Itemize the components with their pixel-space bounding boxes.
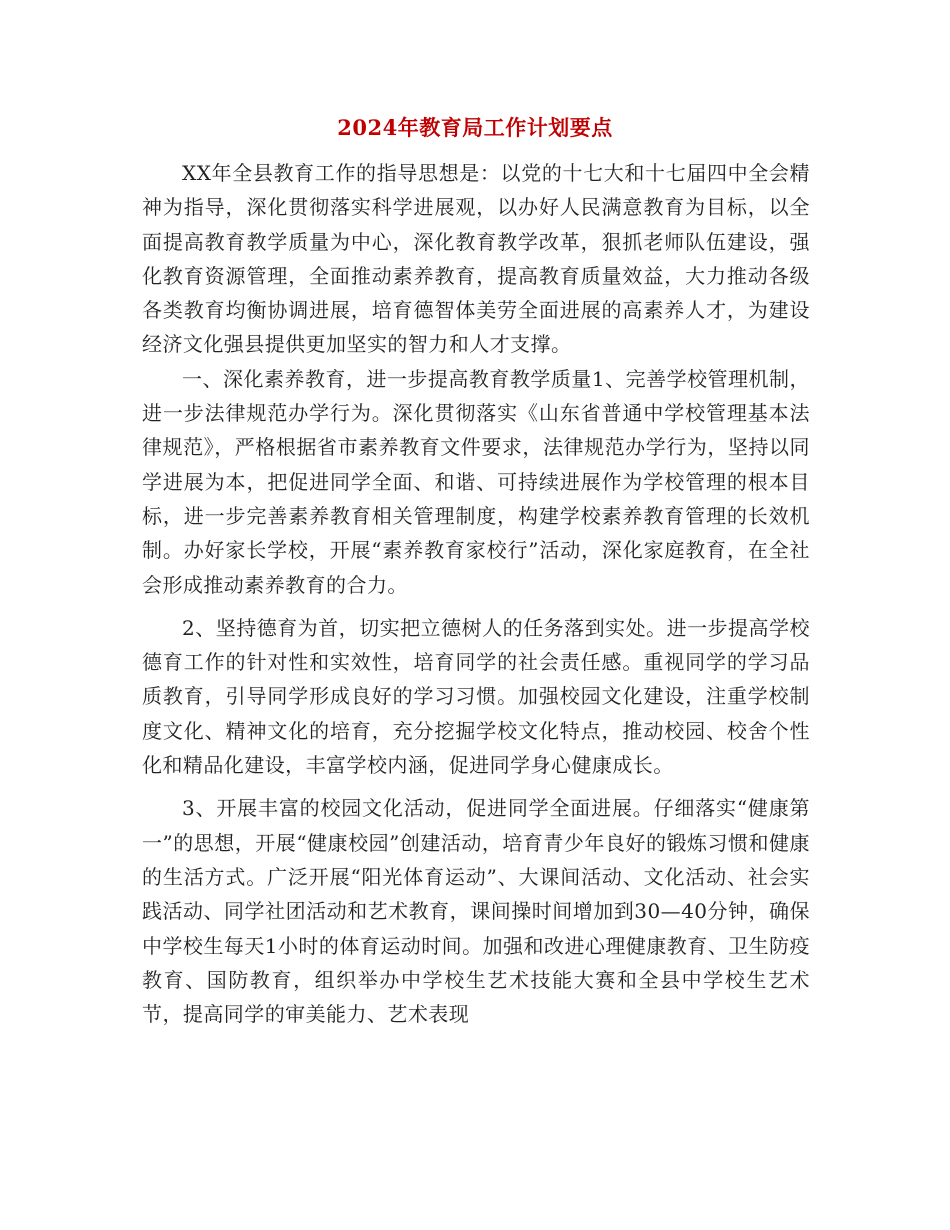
paragraph-quality-education: 一、深化素养教育，进一步提高教育教学质量1、完善学校管理机制，进一步法律规范办学行为。深化贯彻落实《山东省普通中学校管理基本法律规范》，严格根据省市素养教育文件要求，法律规范办学行为，坚持以同学进展为本，把促进同学全面、和谐、可持续进展作为学校管理的根本目标，进一步完善素养教育相关管理制度，构建学校素养教育管理的长效机制。办好家长学校，开展“素养教育家校行”活动，深化家庭教育，在全社会形成推动素养教育的合力。 (142, 366, 810, 597)
paragraph-moral-education: 2、坚持德育为首，切实把立德树人的任务落到实处。进一步提高学校德育工作的针对性和实效性，培育同学的社会责任感。重视同学的学习品质教育，引导同学形成良好的学习习惯。加强校园文化建设，注重学校制度文化、精神文化的培育，充分挖掘学校文化特点，推动校园、校舍个性化和精品化建设，丰富学校内涵，促进同学身心健康成长。 (142, 615, 810, 778)
paragraph-campus-culture: 3、开展丰富的校园文化活动，促进同学全面进展。仔细落实“健康第一”的思想，开展“健康校园”创建活动，培育青少年良好的锻炼习惯和健康的生活方式。广泛开展“阳光体育运动”、大课间活动、文化活动、社会实践活动、同学社团活动和艺术教育，课间操时间增加到30—40分钟，确保中学校生每天1小时的体育运动时间。加强和改进心理健康教育、卫生防疫教育、国防教育，组织举办中学校生艺术技能大赛和全县中学校生艺术节，提高同学的审美能力、艺术表现 (142, 796, 810, 1027)
document-body (142, 156, 810, 1031)
page-title: 2024年教育局工作计划要点 (337, 115, 613, 140)
paragraph-guiding-ideology: XX年全县教育工作的指导思想是：以党的十七大和十七届四中全会精神为指导，深化贯彻落实科学进展观，以办好人民满意教育为目标，以全面提高教育教学质量为中心，深化教育教学改革，狠抓老师队伍建设，强化教育资源管理，全面推动素养教育，提高教育质量效益，大力推动各级各类教育均衡协调进展，培育德智体美劳全面进展的高素养人才，为建设经济文化强县提供更加坚实的智力和人才支撑。 (142, 161, 810, 357)
